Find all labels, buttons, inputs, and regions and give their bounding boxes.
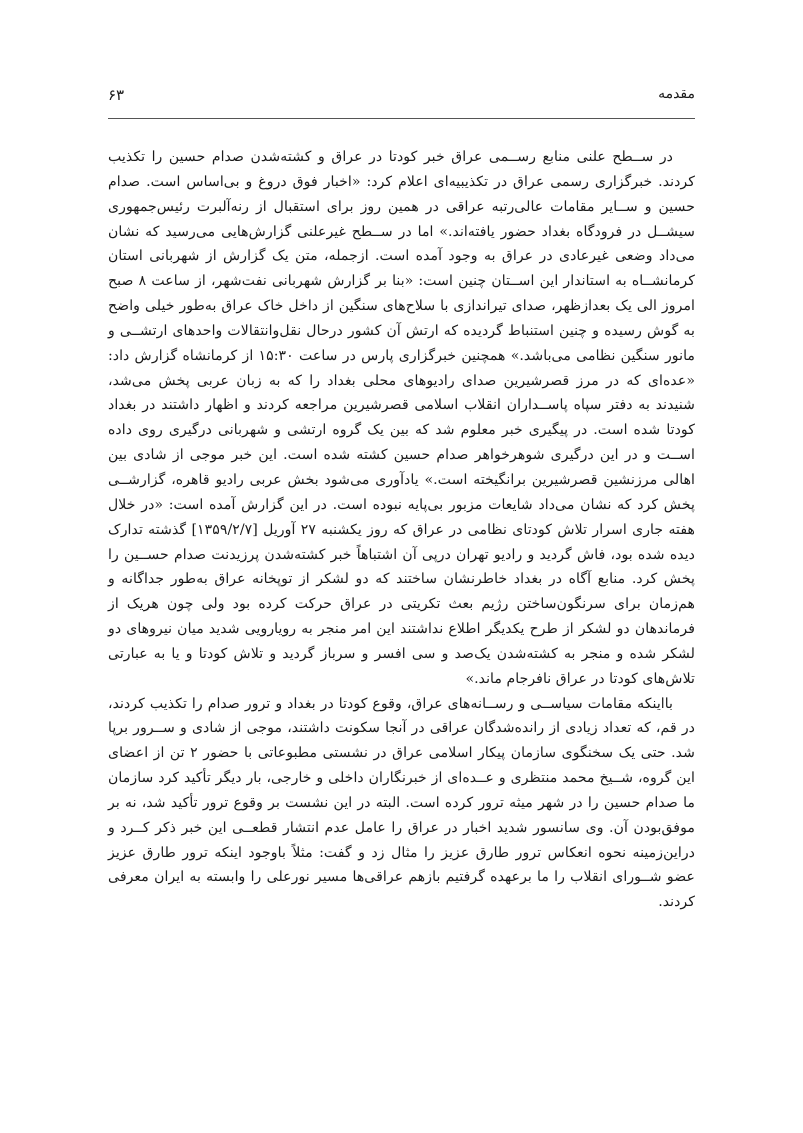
running-head	[108, 86, 695, 110]
paragraph-1: در ســطح علنی منابع رســمی عراق خبر کودتا در عراق و کشته‌شدن صدام حسین را تکذیب کردند. خبرگزاری رسمی عراق در تکذیبیه‌ای اعلام کرد: «اخبار فوق دروغ و بی‌اساس است. صدام حسین و ســایر مقامات عالی‌رتبه عراقی در همین روز برای استقبال از رنه‌آلبرت رئیس‌جمهوری سیشــل در فرودگاه بغداد حضور یافته‌اند.» اما در ســطح غیرعلنی گزارش‌هایی می‌رسید که نشان می‌داد وضعی غیرعادی در عراق به وجود آمده است. ازجمله، متن یک گزارش از شهربانی استان کرمانشــاه به استاندار این اســتان چنین است: «بنا بر گزارش شهربانی نفت‌شهر، از ساعت ۸ صبح امروز الی یک بعدازظهر، صدای تیراندازی با سلاح‌های سنگین از داخل خاک عراق به‌طور خیلی واضح به گوش رسیده و چنین استنباط گردیده که ارتش آن کشور درحال نقل‌وانتقالات واحدهای ارتشــی و مانور سنگین نظامی می‌باشد.» همچنین خبرگزاری پارس در ساعت ۱۵:۳۰ از کرمانشاه گزارش داد: «عده‌ای که در مرز قصرشیرین صدای رادیوهای محلی بغداد را که به زبان عربی پخش می‌شد، شنیدند به دفتر سپاه پاســداران انقلاب اسلامی قصرشیرین مراجعه کردند و اظهار داشتند در بغداد کودتا شده است. در پیگیری خبر معلوم شد که بین یک گروه ارتشی و شهربانی درگیری روی داده اســت و در این درگیری شوهرخواهر صدام حسین کشته شده است. این خبر موجی از شادی بین اهالی مرزنشین قصرشیرین برانگیخته است.» یادآوری می‌شود بخش عربی رادیو قاهره، گزارشــی پخش کرد که نشان می‌داد شایعات مزبور بی‌پایه نبوده است. در این گزارش آمده است: «در خلال هفته جاری اسرار تلاش کودتای نظامی در عراق که روز یکشنبه ۲۷ آوریل [۱۳۵۹/۲/۷] گذشته تدارک دیده شده بود، فاش گردید و رادیو تهران درپی آن اشتباهاً خبر کشته‌شدن پرزیدنت صدام حســین را پخش کرد. منابع آگاه در بغداد خاطرنشان ساختند که دو لشکر از توپخانه عراق به‌طور جداگانه و هم‌زمان برای سرنگون‌ساختن رژیم بعث تکریتی در عراق حرکت کرده بود ولی چون هریک از فرماندهان دو لشکر از طرح یکدیگر اطلاع نداشتند این امر منجر به رویارویی شدید میان نیروهای دو لشکر شده و منجر به کشته‌شدن یک‌صد و سی افسر و سرباز گردید و تلاش کودتا و یا به عبارتی تلاش‌های کودتا در عراق نافرجام ماند.»	[108, 149, 696, 687]
page-number: ۶۳	[108, 86, 125, 104]
body-text	[108, 145, 695, 915]
header-rule	[108, 118, 695, 119]
running-title: مقدمه	[658, 86, 695, 102]
paragraph-2: بااینکه مقامات سیاســی و رســانه‌های عراق، وقوع کودتا در بغداد و ترور صدام را تکذیب کردند، در قم، که تعداد زیادی از رانده‌شدگان عراقی در آنجا سکونت داشتند، موجی از شادی و ســرور برپا شد. حتی یک سخنگوی سازمان پیکار اسلامی عراق در نشستی مطبوعاتی با حضور ۲ تن از اعضای این گروه، شــیخ محمد منتظری و عــده‌ای از خبرنگاران داخلی و خارجی، بار دیگر تأکید کرد سازمان ما صدام حسین را در شهر میثه ترور کرده است. البته در این نشست بر وقوع ترور تأکید شد، نه بر موفق‌بودن آن. وی سانسور شدید اخبار در عراق را عامل عدم انتشار قطعــی این خبر ذکر کــرد و دراین‌زمینه نحوه انعکاس ترور طارق عزیز را مثال زد و گفت: مثلاً باوجود اینکه ترور طارق عزیز عضو شــورای انقلاب را ما برعهده گرفتیم بازهم عراقی‌ها مسیر نورعلی را وابسته به ایران معرفی کردند.	[108, 695, 695, 911]
